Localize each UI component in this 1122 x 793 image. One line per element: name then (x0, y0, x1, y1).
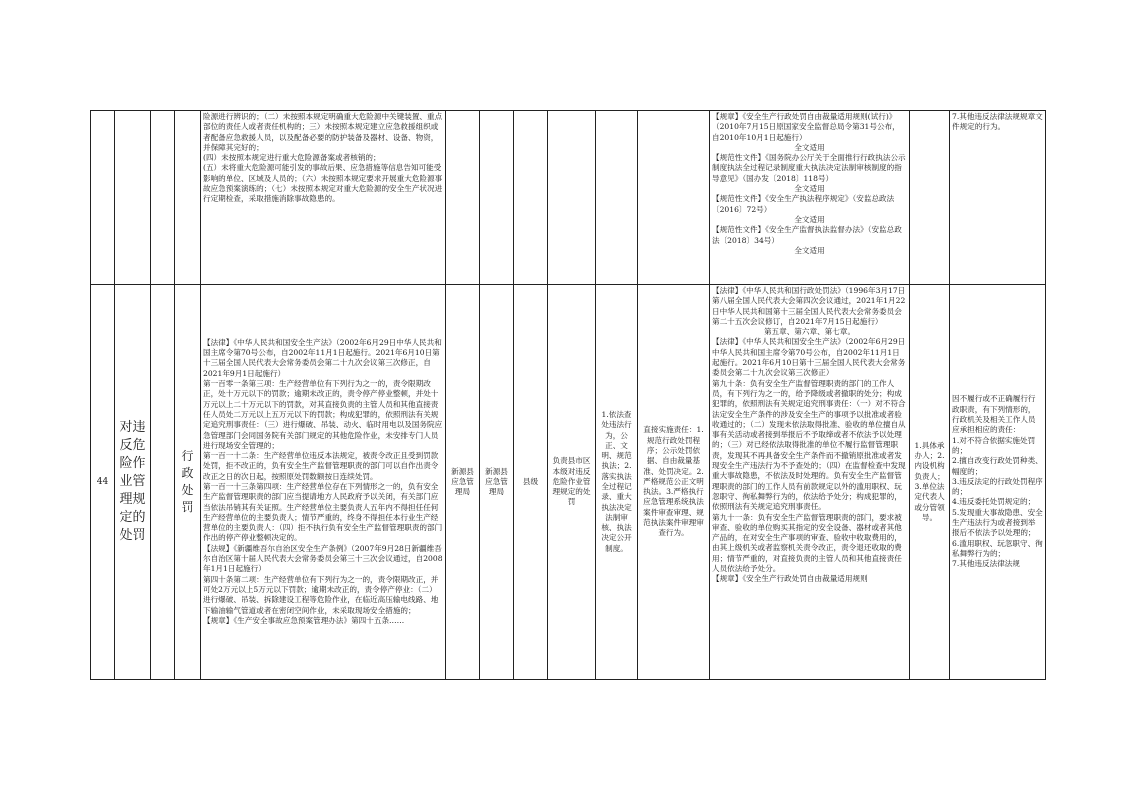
remedy-line: 7.其他违反法律法规 (952, 559, 1020, 569)
cell-duty-basis (596, 111, 638, 285)
content-line: 【规章】《生产安全事故应急预案管理办法》第四十五条…… (203, 615, 405, 625)
cell-dept-a: 新源县应急管理局 (446, 285, 480, 680)
basis-line: 第五章、第六章、第七章。 (763, 327, 856, 337)
basis-line: 第九十条：负有安全生产监督管理职责的部门的工作人员，有下列行为之一的，给予降级或者撤职的处分；构成犯罪的，依照刑法有关规定追究刑事责任：（一）对不符合法定安全生产条件的涉及安全生产的事项予以批准或者验收通过的；（二）发现未依法取得批准、验收的单位擅自从事有关活动或者接到举报后不予取缔或者不依法予以处理的；（三）对已经依法取得批准的单位不履行监督管理职责，发现其不再具备安全生产条件而不撤销原批准或者发现安全生产违法行为不予查处的；（四）在监督检查中发现重大事故隐患，不依法及时处理的。负有安全生产监督管理职责的部门的工作人员有前款规定以外的滥用职权、玩忽职守、徇私舞弊行为的，依法给予处分；构成犯罪的，依照刑法有关规定追究刑事责任。 (712, 378, 906, 512)
basis-line: 【规章】《安全生产行政处罚自由裁量适用规则(试行)》（2010年7月15日原国家安全监督总局令第31号公布，自2010年10月1日起施行） (712, 112, 900, 142)
basis-line: 全文适用 (794, 245, 825, 255)
content-line: 第四十条第二项：生产经营单位有下列行为之一的，责令限期改正，并可处2万元以上5万元以下罚款；逾期未改正的，责令停产停业：（二）进行爆破、吊装、拆除建设工程等危险作业，在临近高压输电线路、地下输油输气管道或者在密闭空间作业，未采取现场安全措施的； (203, 574, 439, 615)
basis-line: 【规范性文件】《安全生产监督执法监督办法》（安监总政法〔2018〕34号） (712, 225, 902, 245)
remedy-line: 5.发现重大事故隐患、安全生产违法行为或者接到举报后不依法予以处理的； (952, 507, 1043, 538)
table (90, 110, 1046, 680)
basis-line: 【法律】《中华人民共和国安全生产法》（2002年6月29日中华人民共和国主席令第70号公布，自2002年11月1日起施行。2021年6月10日第十三届全国人民代表大会常务委员会第二十九次会议第三次修正） (712, 337, 906, 378)
basis-line: 全文适用 (794, 184, 825, 194)
cell-remedy (950, 111, 1046, 285)
remedy-line: 4.违反委托处罚规定的； (952, 497, 1036, 507)
cell-duty-items: 直接实施责任：1.规范行政处罚程序；公示处罚依据、自由裁量基准、处罚决定。2.严格规范公正文明执法。3.严格执行应急管理系统执法案件审查审理、规范执法案件审理审查行为。 (638, 285, 710, 680)
content-line: 【法律】《中华人民共和国安全生产法》（2002年6月29日中华人民共和国主席令第70号公布，自2002年11月1日起施行。2021年6月10日第十三届全国人民代表大会常务委员会第二十九次会议第三次修正，自2021年9月1日起施行） (203, 337, 442, 378)
content-line: 第一百一十三条第四项：生产经营单位存在下列情形之一的，负有安全生产监督管理职责的部门应当提请地方人民政府予以关闭，有关部门应当依法吊销其有关证照。生产经营单位主要负责人五年内不得担任任何生产经营单位的主要负责人；情节严重的，终身不得担任本行业生产经营单位的主要负责人：（四）拒不执行负有安全生产监督管理职责的部门作出的停产停业整顿决定的。 (203, 482, 443, 543)
cell-blank (151, 285, 175, 680)
power-list-table (90, 110, 1045, 680)
basis-line: 全文适用 (794, 214, 825, 224)
content-line: 第一百零一条第三项：生产经营单位有下列行为之一的，责令限期改正，处十万元以下的罚款；逾期未改正的，责令停产停业整顿，并处十万元以上二十万元以下的罚款，对其直接负责的主管人员和其他直接责任人员处二万元以上五万元以下的罚款；构成犯罪的，依照刑法有关规定追究刑事责任：（三）进行爆破、吊装、动火、临时用电以及国务院应急管理部门会同国务院有关部门规定的其他危险作业，未安排专门人员进行现场安全管理的； (203, 379, 443, 450)
remedy-line: 7.其他违反法律法规规章文件规定的行为。 (952, 112, 1043, 132)
cell-content (201, 285, 446, 680)
content-line: 险源进行辨识的；（二）未按照本规定明确重大危险源中关键装置、重点部位的责任人或者责任机构的；三）未按照本规定建立应急救援组织或者配备应急救援人员，以及配备必要的防护装备及器材、设备、物资，并保障其完好的； (203, 112, 443, 152)
cell-remedy (950, 285, 1046, 680)
content-line: 【法规】《新疆维吾尔自治区安全生产条例》（2007年9月28日新疆维吾尔自治区第十届人民代表大会常务委员会第三十三次会议通过，自2008年1月1日起施行） (203, 543, 443, 574)
cell-party (910, 111, 950, 285)
cell-content (201, 111, 446, 285)
cell-duty-basis: 1.依法查处违法行为，公正、文明、规范执法；2.落实执法全过程记录、重大执法决定法制审核、执法决定公开制度。 (596, 285, 638, 680)
remedy-line: 6.滥用职权、玩忽职守、徇私舞弊行为的； (952, 538, 1043, 558)
cell-blank (151, 111, 175, 285)
remedy-line: 因不履行或不正确履行行政职责，有下列情形的，行政机关及相关工作人员应承担相应的责任： (952, 394, 1036, 435)
cell-no (91, 111, 115, 285)
remedy-line: 3.违反法定的行政处罚程序的； (952, 476, 1043, 497)
table-row (91, 111, 1046, 285)
cell-subject (548, 111, 596, 285)
table-row (91, 285, 1046, 680)
basis-line: 【规范性文件】《安全生产执法程序规定》（安监总政法〔2016〕72号） (712, 194, 895, 214)
cell-dept-b (480, 111, 514, 285)
cell-party: 1.具体承办人；2.内设机构负责人；3.单位法定代表人或分管领导。 (910, 285, 950, 680)
content-line: (四）未按照本规定进行重大危险源备案或者核销的； (203, 153, 381, 163)
cell-category (175, 111, 201, 285)
content-line: (五）未将重大危险源可能引发的事故后果、应急措施等信息告知可能受影响的单位、区域及人员的；（六）未按照本规定要求开展重大危险源事故应急预案演练的；（七）未按照本规定对重大危险源的安全生产状况进行定期检查，采取措施消除事故隐患的。 (203, 163, 443, 204)
basis-line: 【规范性文件】《国务院办公厅关于全面推行行政执法公示制度执法全过程记录制度重大执法决定法制审核制度的指导意见》（国办发〔2018〕118号） (712, 153, 906, 183)
cell-no: 44 (91, 285, 115, 680)
cell-dept-a (446, 111, 480, 285)
basis-line: 【法律】《中华人民共和国行政处罚法》（1996年3月17日第八届全国人民代表大会第四次会议通过，2021年1月22日中华人民共和国第十三届全国人民代表大会常务委员会第二十五次会议修订，自2021年7月15日起施行） (712, 286, 906, 326)
basis-line: 全文适用 (794, 142, 825, 152)
content-line: 第一百一十二条：生产经营单位违反本法规定，被责令改正且受到罚款处罚，拒不改正的，负有安全生产监督管理职责的部门可以自作出责令改正之日的次日起，按照原处罚数额按日连续处罚。 (203, 451, 439, 481)
cell-category: 行政处罚 (175, 285, 201, 680)
cell-subject: 负责县市区本级对违反危险作业管理规定的处罚 (548, 285, 596, 680)
remedy-line: 2.擅自改变行政处罚种类、幅度的； (952, 456, 1043, 476)
cell-level: 县级 (514, 285, 548, 680)
cell-name: 对违反危险作业管理规定的处罚 (115, 285, 151, 680)
basis-line: 【规章】《安全生产行政处罚自由裁量适用规则 (712, 574, 868, 584)
basis-line: 第九十一条：负有安全生产监督管理职责的部门，要求被审查、验收的单位购买其指定的安全设备、器材或者其他产品的，在对安全生产事项的审查、验收中收取费用的，由其上级机关或者监察机关责令改正，责令退还收取的费用；情节严重的，对直接负责的主管人员和其他直接责任人员依法给予处分。 (712, 512, 902, 574)
cell-basis (710, 285, 910, 680)
remedy-line: 1.对不符合依据实施处罚的； (952, 435, 1036, 455)
cell-dept-b: 新源县应急管理局 (480, 285, 514, 680)
cell-level (514, 111, 548, 285)
cell-duty-items (638, 111, 710, 285)
cell-basis (710, 111, 910, 285)
cell-name (115, 111, 151, 285)
